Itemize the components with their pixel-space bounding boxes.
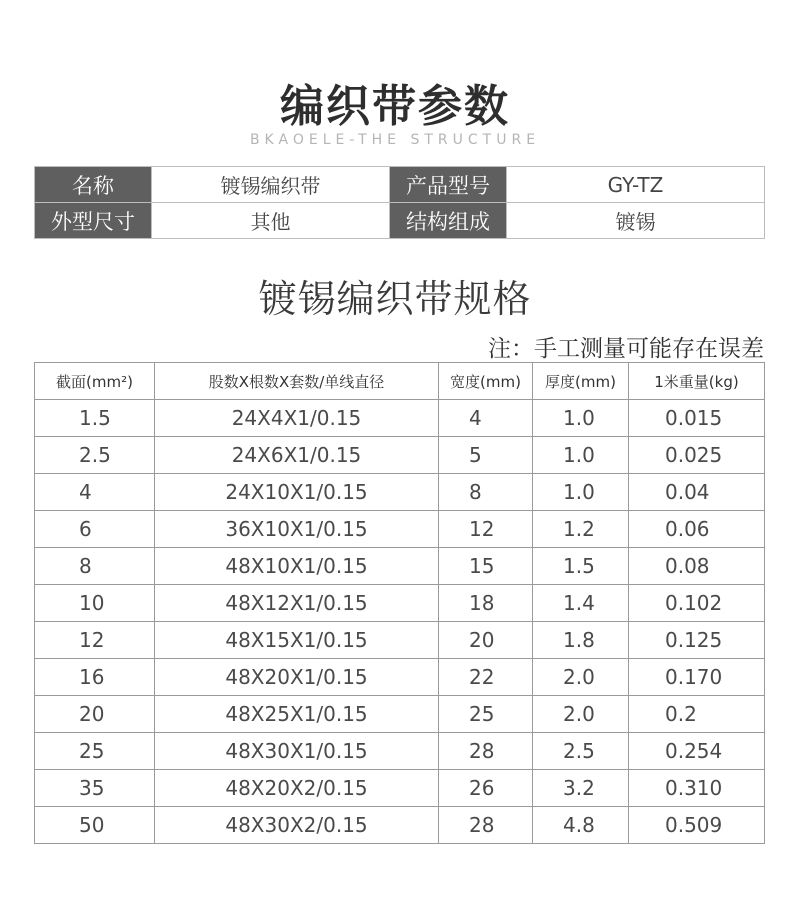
table-row: [35, 807, 765, 844]
cell-section: 35: [35, 770, 155, 807]
params-value-name: 镀锡编织带: [152, 167, 390, 203]
params-label-size: 外型尺寸: [35, 203, 152, 239]
cell-weight: 0.310: [629, 770, 765, 807]
cell-thickness: 1.8: [533, 622, 629, 659]
cell-strands: 36X10X1/0.15: [155, 511, 439, 548]
cell-strands: 48X15X1/0.15: [155, 622, 439, 659]
cell-strands: 48X25X1/0.15: [155, 696, 439, 733]
cell-width: 26: [439, 770, 533, 807]
params-value-model: GY-TZ: [507, 167, 765, 203]
cell-width: 15: [439, 548, 533, 585]
cell-strands: 48X12X1/0.15: [155, 585, 439, 622]
cell-width: 18: [439, 585, 533, 622]
page-subtitle: BKAOELE-THE STRUCTURE: [249, 132, 541, 148]
column-header-strands: 股数X根数X套数/单线直径: [155, 363, 439, 400]
params-table: [34, 166, 765, 239]
table-row: [35, 622, 765, 659]
cell-thickness: 2.5: [533, 733, 629, 770]
cell-thickness: 1.5: [533, 548, 629, 585]
table-row: [35, 733, 765, 770]
cell-width: 28: [439, 733, 533, 770]
cell-section: 25: [35, 733, 155, 770]
cell-section: 4: [35, 474, 155, 511]
cell-weight: 0.015: [629, 400, 765, 437]
cell-weight: 0.08: [629, 548, 765, 585]
cell-width: 8: [439, 474, 533, 511]
cell-thickness: 1.0: [533, 400, 629, 437]
cell-weight: 0.509: [629, 807, 765, 844]
page-title: 编织带参数: [280, 81, 510, 132]
cell-weight: 0.102: [629, 585, 765, 622]
table-row: [35, 437, 765, 474]
cell-strands: 24X4X1/0.15: [155, 400, 439, 437]
cell-thickness: 2.0: [533, 696, 629, 733]
spec-title: 镀锡编织带规格: [258, 277, 532, 321]
cell-strands: 48X30X1/0.15: [155, 733, 439, 770]
table-row: [35, 770, 765, 807]
cell-width: 4: [439, 400, 533, 437]
cell-thickness: 1.0: [533, 437, 629, 474]
cell-weight: 0.125: [629, 622, 765, 659]
cell-weight: 0.2: [629, 696, 765, 733]
cell-strands: 48X10X1/0.15: [155, 548, 439, 585]
table-row: [35, 400, 765, 437]
cell-width: 25: [439, 696, 533, 733]
cell-thickness: 3.2: [533, 770, 629, 807]
cell-section: 16: [35, 659, 155, 696]
cell-section: 6: [35, 511, 155, 548]
cell-width: 20: [439, 622, 533, 659]
cell-weight: 0.254: [629, 733, 765, 770]
measurement-note: 注：手工测量可能存在误差: [488, 336, 764, 362]
spec-header-row: [35, 363, 765, 400]
cell-section: 2.5: [35, 437, 155, 474]
cell-thickness: 1.0: [533, 474, 629, 511]
table-row: [35, 474, 765, 511]
params-label-structure: 结构组成: [390, 203, 507, 239]
cell-section: 20: [35, 696, 155, 733]
cell-width: 12: [439, 511, 533, 548]
table-row: [35, 548, 765, 585]
cell-strands: 24X6X1/0.15: [155, 437, 439, 474]
cell-section: 1.5: [35, 400, 155, 437]
cell-weight: 0.04: [629, 474, 765, 511]
cell-section: 10: [35, 585, 155, 622]
cell-thickness: 1.4: [533, 585, 629, 622]
column-header-width: 宽度(mm): [439, 363, 533, 400]
params-value-structure: 镀锡: [507, 203, 765, 239]
spec-body: [35, 400, 765, 844]
cell-width: 28: [439, 807, 533, 844]
cell-strands: 24X10X1/0.15: [155, 474, 439, 511]
cell-section: 8: [35, 548, 155, 585]
cell-strands: 48X20X2/0.15: [155, 770, 439, 807]
cell-weight: 0.06: [629, 511, 765, 548]
table-row: [35, 585, 765, 622]
cell-weight: 0.025: [629, 437, 765, 474]
cell-width: 22: [439, 659, 533, 696]
cell-section: 50: [35, 807, 155, 844]
cell-thickness: 4.8: [533, 807, 629, 844]
params-row: [35, 203, 765, 239]
table-row: [35, 696, 765, 733]
cell-section: 12: [35, 622, 155, 659]
column-header-section: 截面(mm²): [35, 363, 155, 400]
table-row: [35, 659, 765, 696]
cell-thickness: 1.2: [533, 511, 629, 548]
params-value-size: 其他: [152, 203, 390, 239]
params-label-model: 产品型号: [390, 167, 507, 203]
params-row: [35, 167, 765, 203]
params-label-name: 名称: [35, 167, 152, 203]
cell-strands: 48X30X2/0.15: [155, 807, 439, 844]
cell-thickness: 2.0: [533, 659, 629, 696]
table-row: [35, 511, 765, 548]
cell-width: 5: [439, 437, 533, 474]
column-header-weight: 1米重量(kg): [629, 363, 765, 400]
spec-table: [34, 362, 765, 844]
cell-strands: 48X20X1/0.15: [155, 659, 439, 696]
column-header-thickness: 厚度(mm): [533, 363, 629, 400]
cell-weight: 0.170: [629, 659, 765, 696]
